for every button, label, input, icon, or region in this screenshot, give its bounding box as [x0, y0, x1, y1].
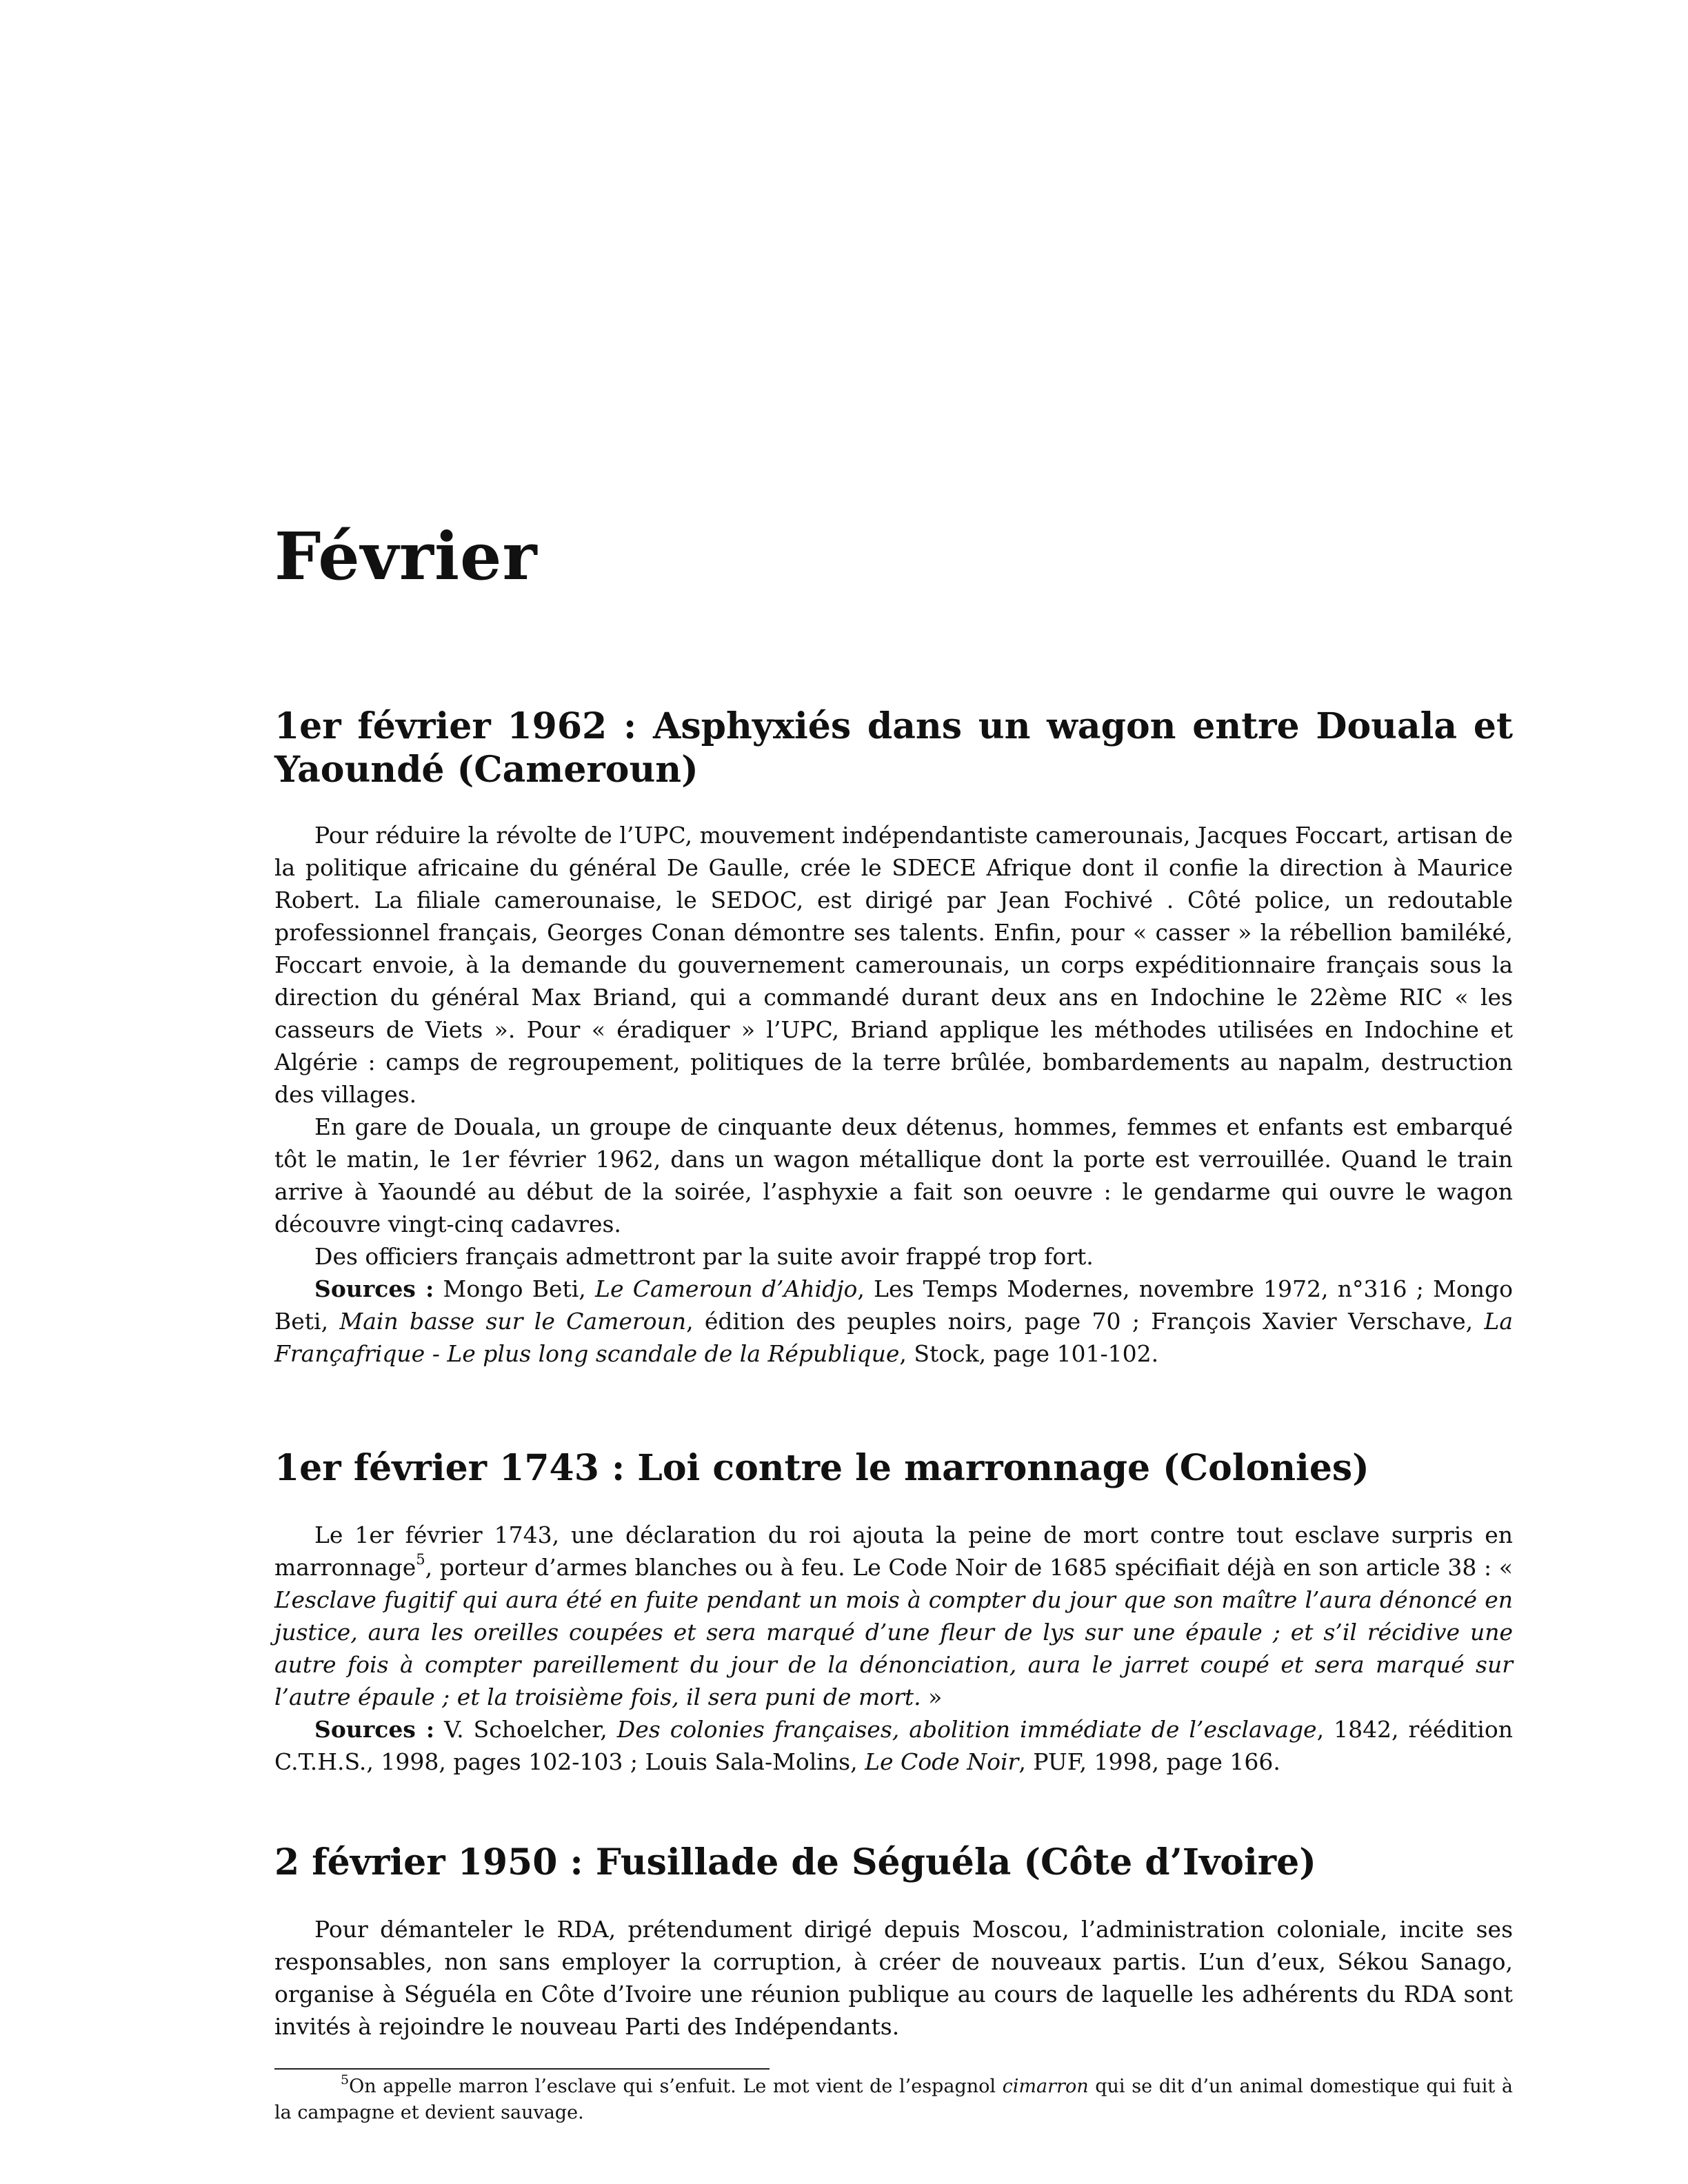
source-title: Le Code Noir: [865, 1748, 1019, 1775]
paragraph: Des officiers français admettront par la suite avoir frappé trop fort.: [314, 1243, 1094, 1270]
sources-paragraph: [274, 1273, 1513, 1370]
sources-text: Mongo Beti,: [434, 1275, 596, 1302]
section-body: [274, 819, 1513, 1370]
source-title: La Françafrique - Le plus long scandale de la République: [274, 1308, 1513, 1367]
sources-label: Sources :: [314, 1716, 435, 1743]
footnote-ref[interactable]: 5: [416, 1551, 425, 1568]
sources-text: V. Schoelcher,: [434, 1716, 617, 1743]
paragraph-text: »: [921, 1684, 943, 1710]
section-1743-marronnage: [274, 1446, 1513, 1778]
footnote: [274, 2074, 1513, 2126]
footnote-text: On appelle marron l’esclave qui s’enfuit. Le mot vient de l’espagnol: [349, 2076, 1003, 2097]
paragraph-text: Le 1er février 1743, une déclaration du roi ajouta la peine de mort contre tout esclave surpris en marronnage: [274, 1521, 1513, 1581]
source-title: Des colonies françaises, abolition immédiate de l’esclavage: [616, 1716, 1317, 1743]
sources-text: , PUF, 1998, page 166.: [1018, 1748, 1280, 1775]
paragraph: Pour démanteler le RDA, prétendument dirigé depuis Moscou, l’administration coloniale, incite ses responsables, non sans employer la corruption, à créer de nouveaux partis. L’un d’eux, Sékou Sanago, organise à Séguéla en Côte d’Ivoire une réunion publique au cours de laquelle les adhérents du RDA sont invités à rejoindre le nouveau Parti des Indépendants.: [274, 1916, 1513, 2040]
paragraph: En gare de Douala, un groupe de cinquante deux détenus, hommes, femmes et enfants est embarqué tôt le matin, le 1er février 1962, dans un wagon métallique dont la porte est verrouillée. Quand le train arrive à Yaoundé au début de la soirée, l’asphyxie a fait son oeuvre : le gendarme qui ouvre le wagon découvre vingt-cinq cadavres.: [274, 1113, 1513, 1237]
sources-text: , édition des peuples noirs, page 70 ; François Xavier Verschave,: [686, 1308, 1485, 1335]
chapter-title: Février: [274, 518, 538, 595]
section-body: [274, 1913, 1513, 2043]
sources-text: , Stock, page 101-102.: [899, 1340, 1159, 1367]
code-noir-quote: L’esclave fugitif qui aura été en fuite pendant un mois à compter du jour que son maître l’aura dénoncé en justice, aura les oreilles coupées et sera marqué d’une fleur de lys sur une épaule ; et s’il récidive une autre fois à compter pareillement du jour de la dénonciation, aura le jarret coupé et sera marqué sur l’autre épaule ; et la troisième fois, il sera puni de mort.: [274, 1586, 1513, 1710]
sources-paragraph: [274, 1713, 1513, 1778]
source-title: Main basse sur le Cameroun: [339, 1308, 687, 1335]
section-heading: 2 février 1950 : Fusillade de Séguéla (Côte d’Ivoire): [274, 1841, 1316, 1883]
footnote-term: cimarron: [1002, 2076, 1089, 2097]
source-title: Le Cameroun d’Ahidjo: [595, 1275, 858, 1302]
section-1950-seguela: [274, 1841, 1513, 2043]
paragraph-text: , porteur d’armes blanches ou à feu. Le Code Noir de 1685 spécifiait déjà en son article 38 : «: [425, 1554, 1513, 1581]
section-heading: 1er février 1962 : Asphyxiés dans un wagon entre Douala et Yaoundé (Cameroun): [274, 705, 1513, 791]
paragraph: [274, 1519, 1513, 1713]
footnote-text: qui se dit d’un animal domestique qui fuit à la campagne et devient sauvage.: [274, 2076, 1513, 2123]
footnote-divider: [274, 2068, 770, 2070]
section-body: [274, 1519, 1513, 1778]
section-1962-wagon: [274, 705, 1513, 1370]
paragraph: Pour réduire la révolte de l’UPC, mouvement indépendantiste camerounais, Jacques Foccart, artisan de la politique africaine du général De Gaulle, crée le SDECE Afrique dont il confie la direction à Maurice Robert. La filiale camerounaise, le SEDOC, est dirigé par Jean Fochivé . Côté police, un redoutable professionnel français, Georges Conan démontre ses talents. Enfin, pour « casser » la rébellion bamiléké, Foccart envoie, à la demande du gouvernement camerounais, un corps expéditionnaire français sous la direction du général Max Briand, qui a commandé durant deux ans en Indochine le 22ème RIC « les casseurs de Viets ». Pour « éradiquer » l’UPC, Briand applique les méthodes utilisées en Indochine et Algérie : camps de regroupement, politiques de la terre brûlée, bombardements au napalm, destruction des villages.: [274, 822, 1513, 1108]
section-heading: 1er février 1743 : Loi contre le marronnage (Colonies): [274, 1447, 1369, 1489]
sources-text: , Les Temps Modernes, novembre 1972, n°316 ; Mongo Beti,: [274, 1275, 1513, 1335]
sources-label: Sources :: [314, 1275, 434, 1302]
sources-text: , 1842, réédition C.T.H.S., 1998, pages 102-103 ; Louis Sala-Molins,: [274, 1716, 1513, 1775]
footnote-mark: 5: [341, 2072, 350, 2087]
